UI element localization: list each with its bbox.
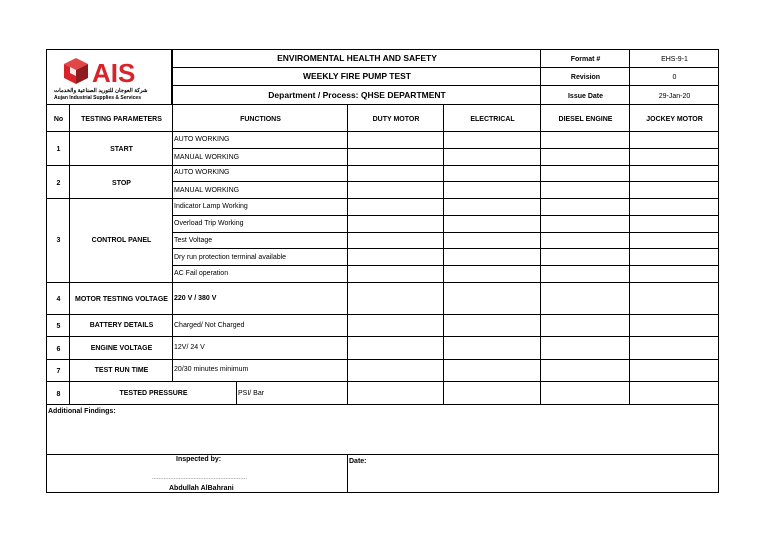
row4-func: 220 V / 380 V (174, 295, 217, 302)
issue-date-label: Issue Date (567, 93, 604, 100)
revision-label: Revision (570, 74, 601, 81)
jockey-result-cell[interactable] (629, 181, 719, 199)
electrical-result-cell[interactable] (443, 165, 541, 182)
jockey-result-cell[interactable] (629, 131, 719, 149)
row3-func3: Test Voltage (174, 237, 213, 244)
row5-func: Charged/ Not Charged (174, 322, 245, 329)
row1-func1: AUTO WORKING (174, 136, 230, 143)
row1-param: START (110, 146, 133, 153)
date-cell (347, 454, 719, 493)
row2-func2: MANUAL WORKING (174, 187, 240, 194)
doc-title: ENVIROMENTAL HEALTH AND SAFETY (277, 53, 437, 63)
row3-func5: AC Fail operation (174, 270, 229, 277)
col-duty-header: DUTY MOTOR (372, 116, 420, 123)
electrical-result-cell[interactable] (443, 148, 541, 166)
duty-result-cell[interactable] (347, 336, 444, 360)
electrical-result-cell[interactable] (443, 198, 541, 216)
jockey-result-cell[interactable] (629, 148, 719, 166)
diesel-result-cell[interactable] (540, 232, 630, 249)
diesel-result-cell[interactable] (540, 181, 630, 199)
electrical-result-cell[interactable] (443, 381, 541, 405)
row7-param: TEST RUN TIME (94, 367, 149, 374)
diesel-result-cell[interactable] (540, 282, 630, 315)
jockey-result-cell[interactable] (629, 314, 719, 337)
diesel-result-cell[interactable] (540, 265, 630, 283)
row5-no: 5 (56, 323, 61, 330)
duty-result-cell[interactable] (347, 359, 444, 382)
jockey-result-cell[interactable] (629, 198, 719, 216)
row5-param: BATTERY DETAILS (89, 322, 154, 329)
duty-result-cell[interactable] (347, 198, 444, 216)
row3-func4: Dry run protection terminal available (174, 254, 287, 261)
diesel-result-cell[interactable] (540, 198, 630, 216)
col-no-header: No (53, 116, 64, 123)
electrical-result-cell[interactable] (443, 215, 541, 233)
additional-findings-cell (46, 404, 719, 455)
duty-result-cell[interactable] (347, 314, 444, 337)
col-functions-header: FUNCTIONS (240, 116, 281, 123)
row6-no: 6 (56, 346, 61, 353)
signature-line: ………………………………………………… (152, 475, 247, 481)
electrical-result-cell[interactable] (443, 336, 541, 360)
diesel-result-cell[interactable] (540, 148, 630, 166)
electrical-result-cell[interactable] (443, 131, 541, 149)
row4-param: MOTOR TESTING VOLTAGE (75, 296, 168, 303)
electrical-result-cell[interactable] (443, 282, 541, 315)
duty-result-cell[interactable] (347, 148, 444, 166)
department-title: Department / Process: QHSE DEPARTMENT (268, 90, 446, 100)
duty-result-cell[interactable] (347, 265, 444, 283)
col-electrical-header: ELECTRICAL (470, 116, 515, 123)
jockey-result-cell[interactable] (629, 282, 719, 315)
diesel-result-cell[interactable] (540, 248, 630, 266)
jockey-result-cell[interactable] (629, 336, 719, 360)
row2-func1: AUTO WORKING (174, 169, 230, 176)
revision-value: 0 (672, 74, 677, 81)
row3-func1: Indicator Lamp Working (174, 203, 248, 210)
doc-subtitle: WEEKLY FIRE PUMP TEST (302, 71, 411, 81)
date-label: Date: (349, 458, 367, 465)
row6-func: 12V/ 24 V (174, 344, 205, 351)
electrical-result-cell[interactable] (443, 181, 541, 199)
format-value: EHS-9-1 (661, 56, 688, 63)
row7-no: 7 (56, 368, 61, 375)
logo-text: AIS (92, 58, 136, 88)
duty-result-cell[interactable] (347, 282, 444, 315)
electrical-result-cell[interactable] (443, 314, 541, 337)
col-params-header: TESTING PARAMETERS (81, 116, 162, 123)
diesel-result-cell[interactable] (540, 131, 630, 149)
row8-func: PSI/ Bar (238, 390, 265, 397)
col-diesel-header: DIESEL ENGINE (558, 116, 613, 123)
row6-param: ENGINE VOLTAGE (90, 345, 153, 352)
diesel-result-cell[interactable] (540, 215, 630, 233)
diesel-result-cell[interactable] (540, 165, 630, 182)
jockey-result-cell[interactable] (629, 381, 719, 405)
duty-result-cell[interactable] (347, 248, 444, 266)
duty-result-cell[interactable] (347, 165, 444, 182)
jockey-result-cell[interactable] (629, 248, 719, 266)
jockey-result-cell[interactable] (629, 215, 719, 233)
additional-findings-label: Additional Findings: (48, 408, 116, 415)
inspected-by-label: Inspected by: (176, 456, 222, 463)
logo-cube-icon (64, 58, 88, 84)
company-english-name: Aujan Industrial Supplies & Services (54, 95, 141, 101)
electrical-result-cell[interactable] (443, 359, 541, 382)
diesel-result-cell[interactable] (540, 359, 630, 382)
row2-param: STOP (112, 180, 131, 187)
diesel-result-cell[interactable] (540, 336, 630, 360)
row2-no: 2 (56, 180, 61, 187)
duty-result-cell[interactable] (347, 232, 444, 249)
row7-func: 20/30 minutes minimum (174, 366, 249, 373)
diesel-result-cell[interactable] (540, 381, 630, 405)
jockey-result-cell[interactable] (629, 232, 719, 249)
company-arabic-name: شركة العوجان للتوريد الصناعية والخدمات (54, 88, 148, 94)
electrical-result-cell[interactable] (443, 248, 541, 266)
row8-no: 8 (56, 391, 61, 398)
diesel-result-cell[interactable] (540, 314, 630, 337)
format-label: Format # (570, 56, 601, 63)
electrical-result-cell[interactable] (443, 265, 541, 283)
jockey-result-cell[interactable] (629, 165, 719, 182)
issue-date-value: 29-Jan-20 (658, 93, 691, 100)
row1-func2: MANUAL WORKING (174, 154, 240, 161)
jockey-result-cell[interactable] (629, 265, 719, 283)
row3-no: 3 (56, 237, 61, 244)
row3-param: CONTROL PANEL (91, 237, 152, 244)
row4-no: 4 (56, 296, 61, 303)
duty-result-cell[interactable] (347, 181, 444, 199)
row3-func2: Overload Trip Working (174, 220, 244, 227)
jockey-result-cell[interactable] (629, 359, 719, 382)
inspector-name: Abdullah AlBahrani (169, 485, 234, 492)
duty-result-cell[interactable] (347, 215, 444, 233)
electrical-result-cell[interactable] (443, 232, 541, 249)
row8-param: TESTED PRESSURE (119, 390, 188, 397)
row1-no: 1 (56, 146, 61, 153)
duty-result-cell[interactable] (347, 131, 444, 149)
col-jockey-header: JOCKEY MOTOR (646, 116, 703, 123)
duty-result-cell[interactable] (347, 381, 444, 405)
